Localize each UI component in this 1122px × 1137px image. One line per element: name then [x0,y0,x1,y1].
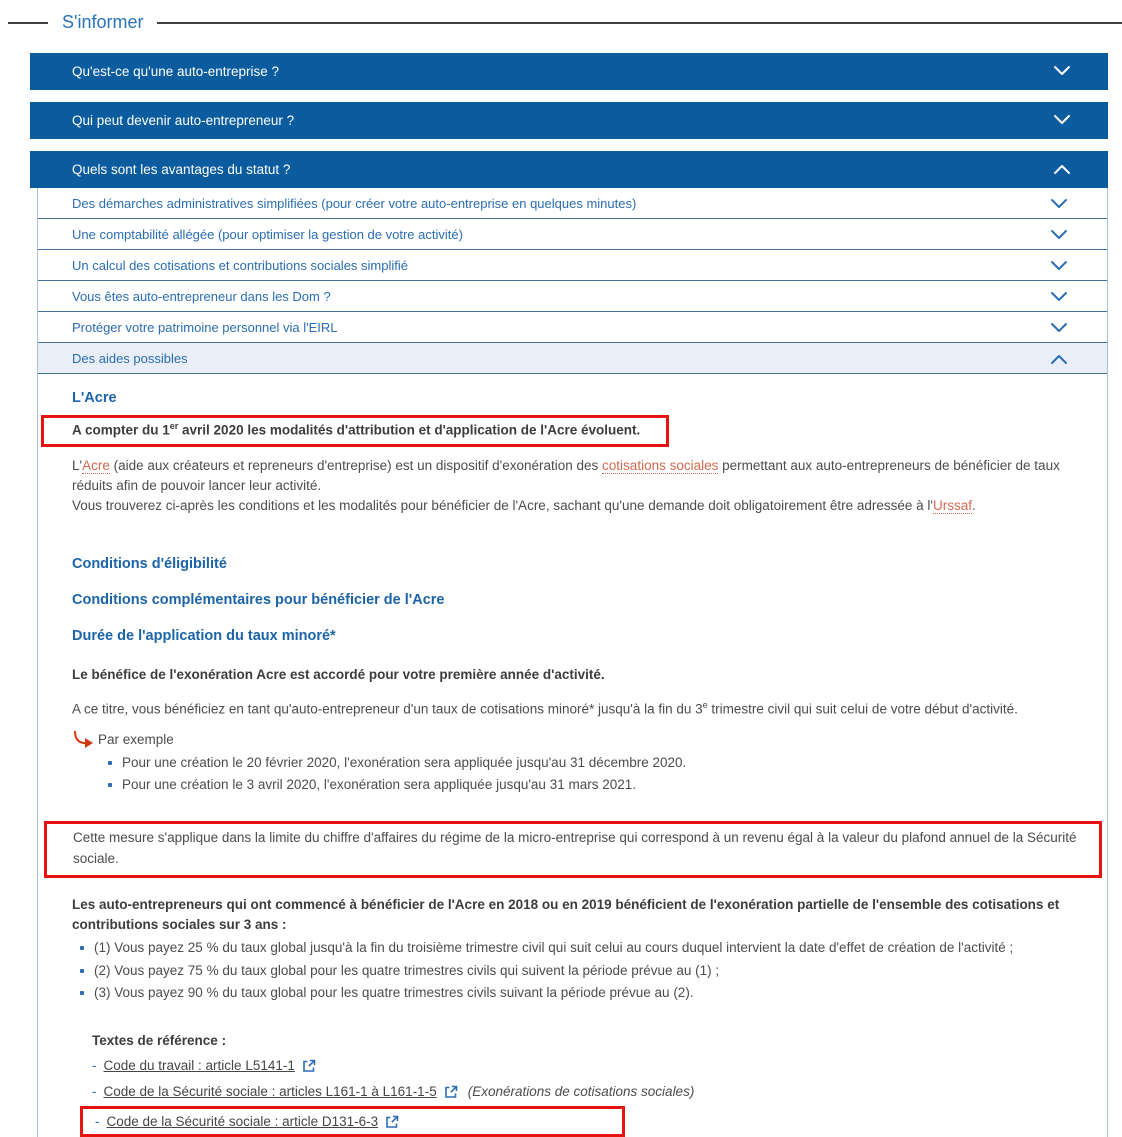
sub-accordion-label: Un calcul des cotisations et contributions sociales simplifié [72,257,408,273]
duration-heading: Durée de l'application du taux minoré* [72,627,336,644]
urssaf-link[interactable]: Urssaf [932,498,972,513]
example-list [106,753,1087,796]
external-link-icon[interactable] [302,1059,316,1073]
highlight-box-measure [44,821,1102,878]
list-item: (3) Vous payez 90 % du taux global pour les quatre trimestres civils suivant la période prévue au (2). [78,983,1087,1003]
code-securite-sociale-d131-link[interactable]: Code de la Sécurité sociale : article D131-6-3 [106,1113,379,1129]
chevron-down-icon [1054,115,1070,125]
partial-exoneration-bold-text: Les auto-entrepreneurs qui ont commencé à bénéficier de l'Acre en 2018 ou en 2019 bénéficient de l'exonération partielle de l'ensemble des cotisations et contributions sociales sur 3 ans : [72,896,1060,932]
sub-accordion-dom[interactable] [38,281,1107,312]
acre-intro-paragraph [72,456,1087,517]
benefit-bold-text: Le bénéfice de l'exonération Acre est accordé pour votre première année d'activité. [72,666,605,682]
sub-accordion-aides-possibles[interactable] [38,343,1107,374]
titre-paragraph [72,699,1087,720]
list-item: (1) Vous payez 25 % du taux global jusqu'à la fin du troisième trimestre civil qui suit celui au cours duquel intervient la date d'effet de création de l'activité ; [78,938,1087,958]
page-title: S'informer [62,12,144,32]
notice-text: A compter du 1 [72,422,170,438]
divider-left [8,22,48,24]
sub-accordion-label: Des aides possibles [72,350,188,366]
accordion-advantages[interactable] [30,151,1108,188]
sub-accordion-comptabilite-allegee[interactable] [38,219,1107,250]
aides-content [38,374,1107,1137]
sub-accordion-calcul-cotisations[interactable] [38,250,1107,281]
advantages-panel [37,188,1108,1137]
acre-link[interactable]: Acre [82,457,110,473]
external-link-icon[interactable] [385,1115,399,1129]
divider-right [157,22,1122,24]
intro-text: L' [72,457,83,473]
titre-superscript: e [702,699,708,710]
references-title: Textes de référence : [92,1033,227,1048]
accordion-label: Quels sont les avantages du statut ? [72,162,291,177]
acre-heading: L'Acre [72,390,117,406]
chevron-down-icon [1051,292,1067,302]
intro-text: permettant aux auto-entrepreneurs de bénéficier de taux réduits afin de pouvoir lancer leur activité. [72,457,1060,493]
intro-text: (aide aux créateurs et repreneurs d'entreprise) est un dispositif d'exonération des [109,457,603,473]
notice-superscript: er [169,420,179,431]
section-header [0,0,1122,33]
accordion-group-advantages [0,151,1122,1137]
list-item: (2) Vous payez 75 % du taux global pour les quatre trimestres civils qui suivent la période prévue au (1) ; [78,961,1087,981]
reference-link-row [92,1082,1087,1102]
list-item: Pour une création le 20 février 2020, l'exonération sera appliquée jusqu'au 31 décembre 2020. [106,753,1087,773]
intro-text: Vous trouverez ci-après les conditions et les modalités pour bénéficier de l'Acre, sachant qu'une demande doit obligatoirement être adressée à l' [72,498,933,513]
sub-accordion-eirl[interactable] [38,312,1107,343]
example-label: Par exemple [98,731,174,747]
references-block [92,1031,1087,1137]
chevron-down-icon [1051,261,1067,271]
dash-bullet: - [95,1113,100,1129]
chevron-down-icon [1051,323,1067,333]
code-securite-sociale-l161-link[interactable]: Code de la Sécurité sociale : articles L161-1 à L161-1-5 [103,1083,437,1099]
dash-bullet: - [92,1083,97,1099]
accordion-who-can-become[interactable] [30,102,1108,139]
chevron-down-icon [1054,66,1070,76]
accordion-what-is-auto-entreprise[interactable] [30,53,1108,90]
reference-link-row [95,1112,610,1132]
intro-text: . [972,498,976,513]
dash-bullet: - [92,1058,97,1074]
example-arrow-icon [72,731,94,748]
complementary-conditions-heading: Conditions complémentaires pour bénéficier de l'Acre [72,592,445,608]
sub-accordion-label: Vous êtes auto-entrepreneur dans les Dom ? [72,288,331,304]
titre-text-rest: trimestre civil qui suit celui de votre début d'activité. [707,701,1018,717]
external-link-icon[interactable] [444,1085,458,1099]
sub-accordion-demarches-simplifiees[interactable] [38,188,1107,219]
list-item: Pour une création le 3 avril 2020, l'exonération sera appliquée jusqu'au 31 mars 2021. [106,775,1087,795]
eligibility-heading: Conditions d'éligibilité [72,556,227,573]
sub-accordion-label: Des démarches administratives simplifiées (pour créer votre auto-entreprise en quelques minutes) [72,195,637,211]
chevron-up-icon [1054,164,1070,174]
accordion-label: Qui peut devenir auto-entrepreneur ? [72,113,295,128]
highlight-box-acre-notice [41,415,669,447]
example-callout [72,730,1087,750]
chevron-up-icon [1051,354,1067,364]
measure-text: Cette mesure s'applique dans la limite du chiffre d'affaires du régime de la micro-entreprise qui correspond à un revenu égal à la valeur du plafond annuel de la Sécurité sociale. [73,830,1077,866]
reference-link-row [92,1056,1087,1076]
partial-exoneration-list [78,938,1087,1003]
code-travail-l5141-link[interactable]: Code du travail : article L5141-1 [103,1058,295,1074]
titre-text: A ce titre, vous bénéficiez en tant qu'auto-entrepreneur d'un taux de cotisations minoré* jusqu'à la fin du 3 [72,701,703,717]
sub-accordion-label: Protéger votre patrimoine personnel via l'EIRL [72,319,338,335]
notice-text-rest: avril 2020 les modalités d'attribution et d'application de l'Acre évoluent. [178,422,641,438]
accordion-label: Qu'est-ce qu'une auto-entreprise ? [72,64,280,79]
sub-accordion-label: Une comptabilité allégée (pour optimiser la gestion de votre activité) [72,226,463,242]
reference-note: (Exonérations de cotisations sociales) [467,1083,695,1099]
chevron-down-icon [1051,230,1067,240]
cotisations-sociales-link[interactable]: cotisations sociales [602,457,719,473]
chevron-down-icon [1051,199,1067,209]
highlight-box-reference [80,1106,625,1137]
